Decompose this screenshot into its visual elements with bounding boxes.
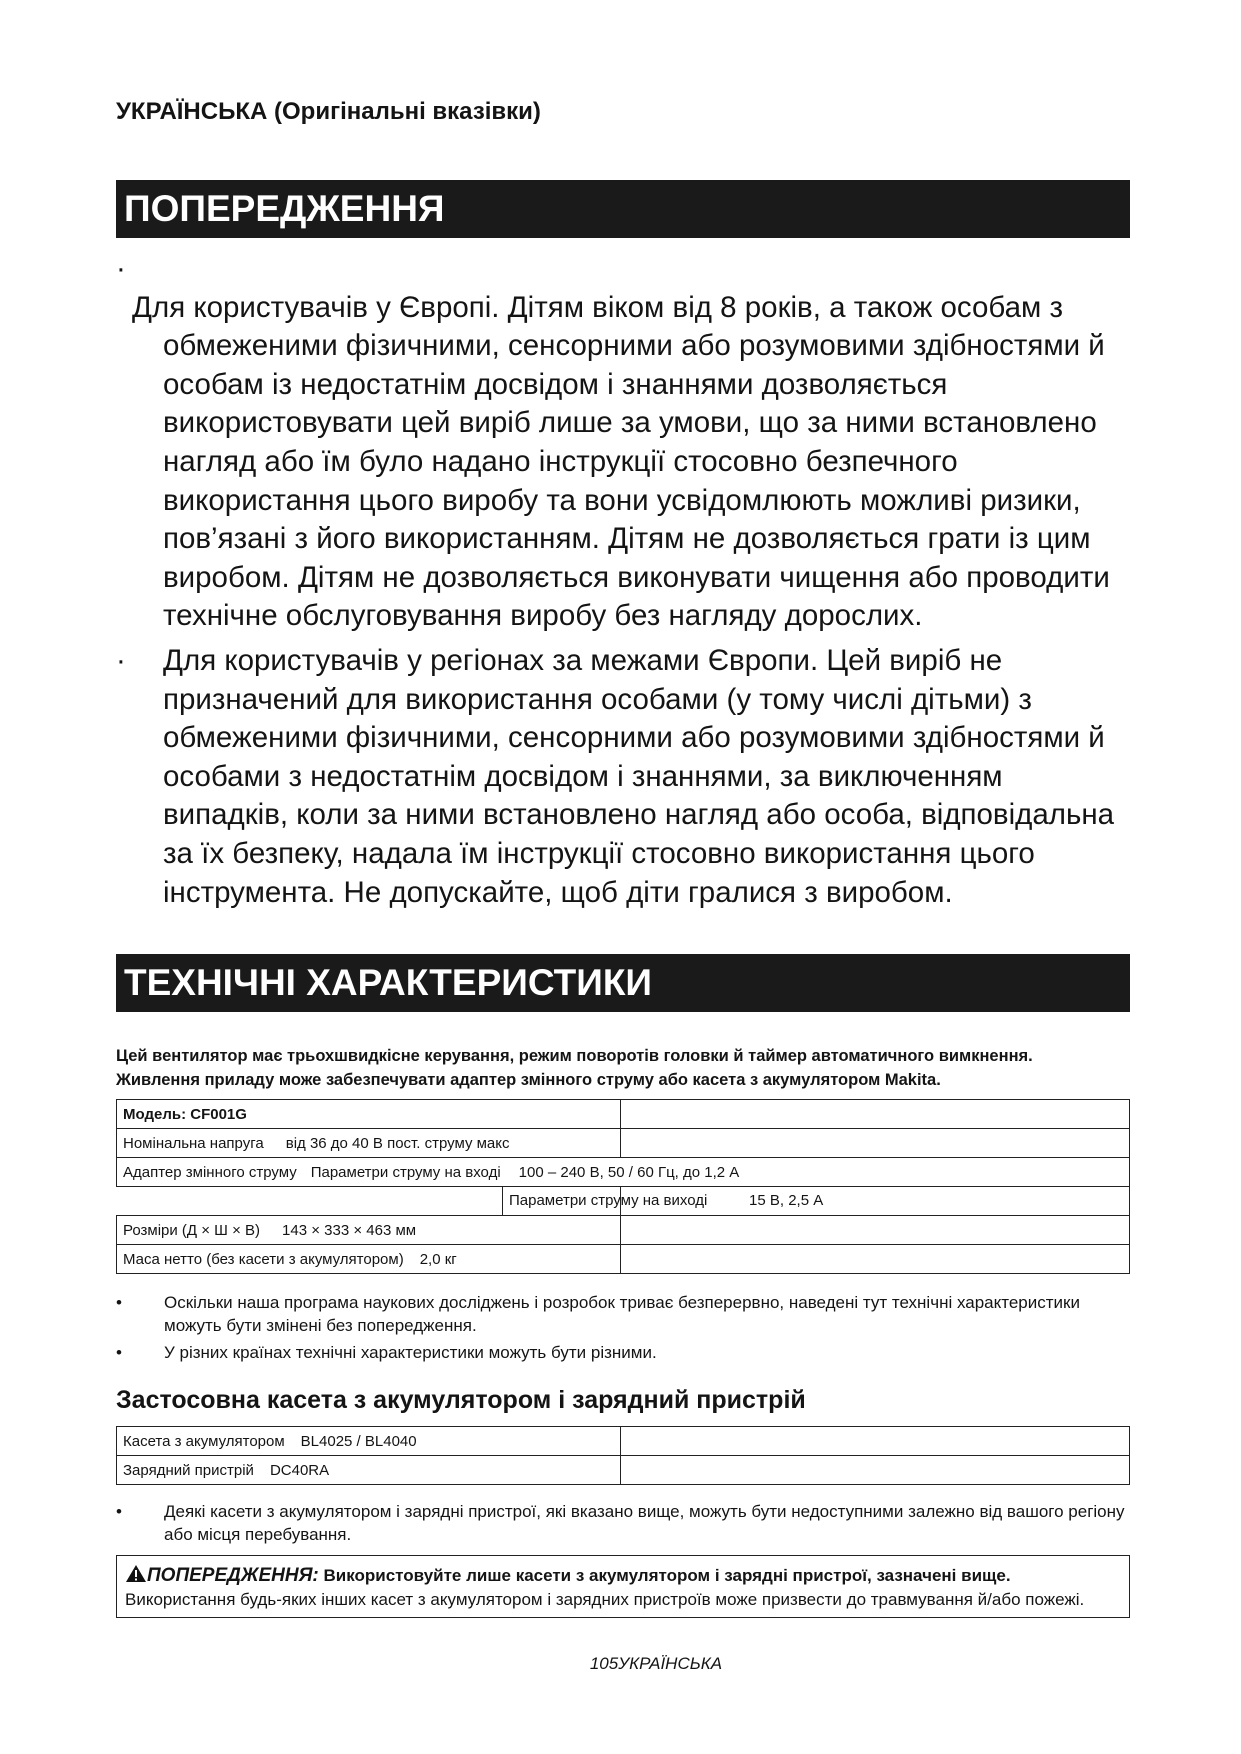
table-row (117, 1245, 1130, 1274)
list-item: • У різних країнах технічні характеристики можуть бути різними. (116, 1343, 657, 1362)
warning-triangle-icon (125, 1564, 147, 1589)
table-row (117, 1158, 1130, 1187)
table-row (117, 1427, 1130, 1456)
battery-notes (116, 1500, 1130, 1546)
warning-text: Використання будь-яких інших касет з акумулятором і зарядних пристроїв може призвести до травмування й/або пожежі. (125, 1590, 1085, 1609)
bullet: • (116, 1343, 122, 1362)
model-value: CF001G (190, 1105, 247, 1123)
battery-table (116, 1426, 1130, 1485)
warning-label: ПОПЕРЕДЖЕННЯ: (147, 1565, 319, 1586)
battery-heading: Застосовна касета з акумулятором і зарядний пристрій (116, 1386, 806, 1414)
bullet: • (116, 1293, 122, 1312)
table-cell (621, 1245, 1130, 1274)
intro-line: Живлення приладу може забезпечувати адаптер змінного струму або касета з акумулятором Makita. (116, 1071, 941, 1089)
bullet: · (116, 252, 126, 285)
spec-table (116, 1099, 1130, 1274)
table-row (117, 1129, 1130, 1158)
table-cell (621, 1216, 1130, 1245)
table-cell (621, 1427, 1130, 1456)
table-row (117, 1100, 1130, 1129)
table-cell: Маса нетто (без касети з акумулятором) 2,0 кг (117, 1245, 621, 1274)
bullet: · (116, 643, 126, 677)
table-cell: Номінальна напруга від 36 до 40 В пост. струму макс (117, 1129, 621, 1158)
table-row (117, 1187, 1130, 1216)
table-cell: Зарядний пристрій DC40RA (117, 1456, 621, 1485)
table-cell (621, 1456, 1130, 1485)
warning-banner: ПОПЕРЕДЖЕННЯ (116, 180, 1130, 238)
table-row (117, 1456, 1130, 1485)
warning-list (116, 250, 1130, 918)
spec-notes (116, 1291, 1130, 1364)
table-cell: Розміри (Д × Ш × В) 143 × 333 × 463 мм (117, 1216, 621, 1245)
table-cell: Параметри струму на виході 15 В, 2,5 А (621, 1187, 1130, 1216)
table-row (117, 1216, 1130, 1245)
list-item (116, 642, 1130, 912)
warning-item-text: Для користувачів у Європі. Дітям віком від 8 років, а також особам з обмеженими фізичними, сенсорними або розумовими здібностями й особам із недостатнім досвідом і знаннями дозволяється використовувати цей виріб лише за умови, що за ними встановлено нагляд або їм було надано інструкції стосовно безпечного використання цього виробу та вони усвідомлюють можливі ризики, пов’язані з його використанням. Дітям не дозволяється грати із цим виробом. Дітям не дозволяється виконувати чищення або проводити технічне обслуговування виробу без нагляду дорослих. (132, 290, 1110, 633)
warning-bold-text: Використовуйте лише касети з акумулятором і зарядні пристрої, зазначені вище. (323, 1566, 1011, 1585)
warning-item-text: Для користувачів у регіонах за межами Європи. Цей виріб не призначений для використання особами (у тому числі дітьми) з обмеженими фізичними, сенсорними або розумовими здібностями й особами з недостатнім досвідом і знаннями, за виключенням випадків, коли за ними встановлено нагляд або особа, відповідальна за їх безпеку, надала їм інструкції стосовно використання цього інструмента. Не допускайте, щоб діти гралися з виробом. (163, 643, 1115, 909)
list-item: • Деякі касети з акумулятором і зарядні пристрої, які вказано вище, можуть бути недоступними залежно від вашого регіону або місця перебування. (116, 1502, 1125, 1544)
table-cell: Адаптер змінного струму Параметри струму на вході 100 – 240 В, 50 / 60 Гц, до 1,2 А (117, 1158, 1130, 1187)
page-number: 105УКРАЇНСЬКА (589, 1654, 723, 1673)
bullet: • (116, 1502, 122, 1521)
specs-intro (116, 1044, 1130, 1092)
warning-box (116, 1555, 1130, 1618)
language-header: УКРАЇНСЬКА (Оригінальні вказівки) (116, 98, 541, 125)
list-item: • Оскільки наша програма наукових досліджень і розробок триває безперервно, наведені тут технічні характеристики можуть бути змінені без попередження. (116, 1293, 1080, 1335)
list-item (116, 250, 1130, 636)
table-cell: Касета з акумулятором BL4025 / BL4040 (117, 1427, 621, 1456)
table-cell: Модель: CF001G (117, 1100, 621, 1129)
intro-line: Цей вентилятор має трьохшвидкісне керування, режим поворотів головки й таймер автоматичного вимкнення. (116, 1047, 1033, 1065)
specs-banner: ТЕХНІЧНІ ХАРАКТЕРИСТИКИ (116, 954, 1130, 1012)
table-cell (621, 1129, 1130, 1158)
table-cell (621, 1100, 1130, 1129)
